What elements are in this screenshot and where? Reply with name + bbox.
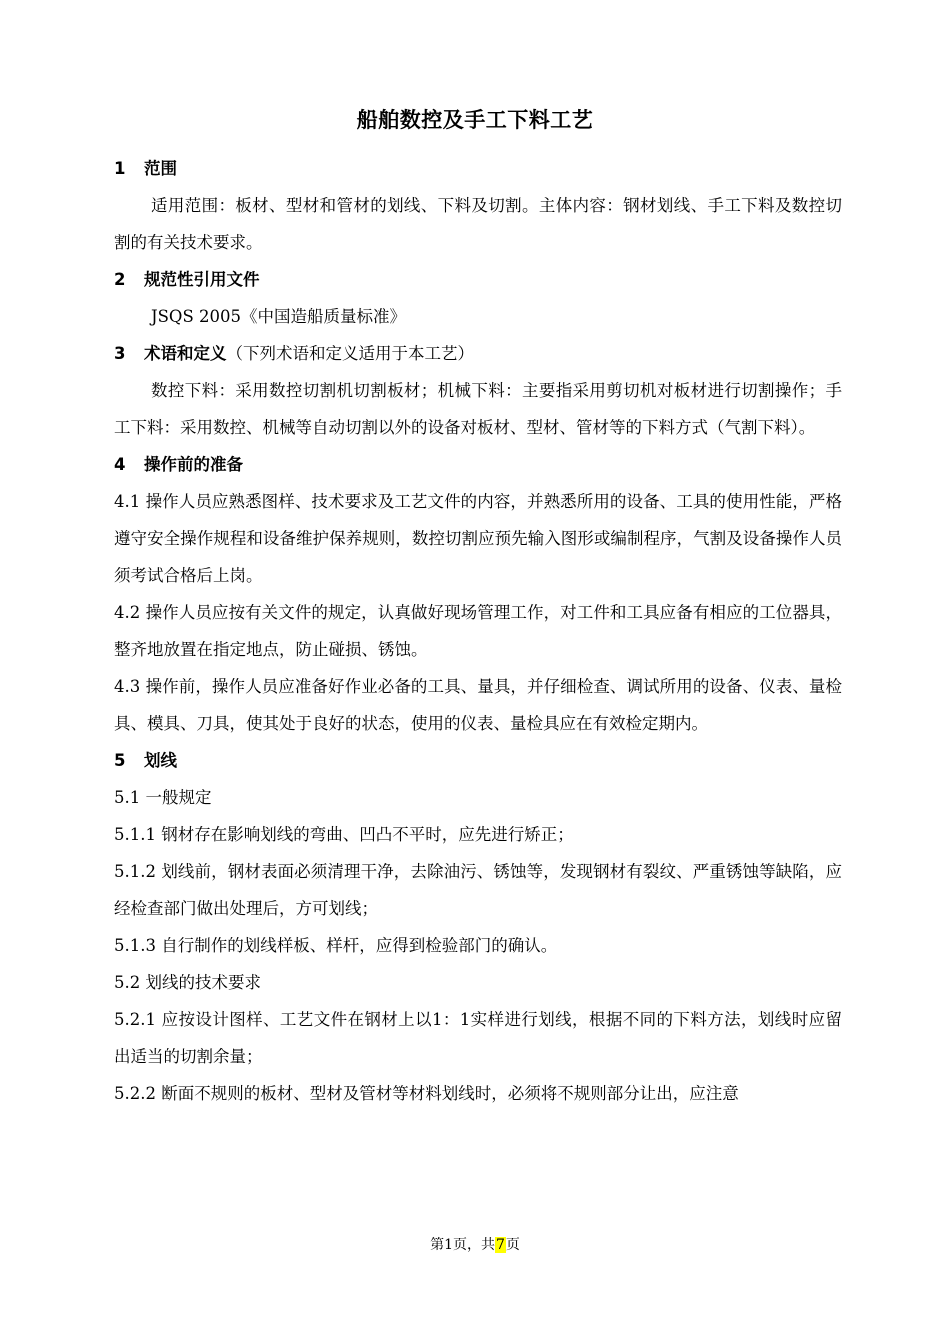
clause-5-2: 5.2 划线的技术要求	[114, 973, 261, 992]
section-heading-1	[114, 150, 842, 187]
clause-5-1: 5.1 一般规定	[114, 788, 212, 807]
section-title: 操作前的准备	[144, 455, 243, 474]
clause-4-1: 4.1 操作人员应熟悉图样、技术要求及工艺文件的内容，并熟悉所用的设备、工具的使用性能，严格遵守安全操作规程和设备维护保养规则，数控切割应预先输入图形或编制程序，气割及设备操作人员须考试合格后上岗。	[114, 492, 842, 585]
section-title: 术语和定义	[144, 344, 227, 363]
clause-4-2: 4.2 操作人员应按有关文件的规定，认真做好现场管理工作，对工件和工具应备有相应的工位器具，整齐地放置在指定地点，防止碰损、锈蚀。	[114, 603, 842, 659]
clause-5-2-1: 5.2.1 应按设计图样、工艺文件在钢材上以1：1实样进行划线，根据不同的下料方法，划线时应留出适当的切割余量；	[114, 1010, 842, 1066]
clause-5-1-3: 5.1.3 自行制作的划线样板、样杆，应得到检验部门的确认。	[114, 936, 558, 955]
section-number: 3	[114, 344, 126, 363]
section-number: 1	[114, 159, 126, 178]
section-number: 2	[114, 270, 126, 289]
section-title: 划线	[144, 751, 177, 770]
paragraph-references: JSQS 2005《中国造船质量标准》	[151, 307, 406, 326]
section-heading-5	[114, 742, 842, 779]
document-body	[114, 150, 842, 1112]
section-heading-4	[114, 446, 842, 483]
section-heading-2	[114, 261, 842, 298]
section-title: 规范性引用文件	[144, 270, 260, 289]
clause-5-2-2: 5.2.2 断面不规则的板材、型材及管材等材料划线时，必须将不规则部分让出，应注意	[114, 1084, 739, 1103]
page-number-suffix: 页	[505, 1237, 520, 1253]
page-footer	[0, 1234, 950, 1254]
paragraph-scope: 适用范围：板材、型材和管材的划线、下料及切割。主体内容：钢材划线、手工下料及数控切割的有关技术要求。	[114, 196, 842, 252]
section-number: 4	[114, 455, 126, 474]
page-number-prefix: 第1页，共	[430, 1237, 495, 1253]
clause-4-3: 4.3 操作前，操作人员应准备好作业必备的工具、量具，并仔细检查、调试所用的设备、仪表、量检具、模具、刀具，使其处于良好的状态，使用的仪表、量检具应在有效检定期内。	[114, 677, 842, 733]
section-note: （下列术语和定义适用于本工艺）	[226, 344, 474, 363]
clause-5-1-1: 5.1.1 钢材存在影响划线的弯曲、凹凸不平时，应先进行矫正；	[114, 825, 574, 844]
total-pages-highlight: 7	[496, 1237, 505, 1253]
section-number: 5	[114, 751, 126, 770]
section-title: 范围	[144, 159, 177, 178]
paragraph-definitions: 数控下料：采用数控切割机切割板材；机械下料：主要指采用剪切机对板材进行切割操作；手工下料：采用数控、机械等自动切割以外的设备对板材、型材、管材等的下料方式（气割下料）。	[114, 381, 842, 437]
clause-5-1-2: 5.1.2 划线前，钢材表面必须清理干净，去除油污、锈蚀等，发现钢材有裂纹、严重锈蚀等缺陷，应经检查部门做出处理后，方可划线；	[114, 862, 842, 918]
section-heading-3	[114, 335, 842, 372]
document-title: 船舶数控及手工下料工艺	[356, 108, 594, 132]
